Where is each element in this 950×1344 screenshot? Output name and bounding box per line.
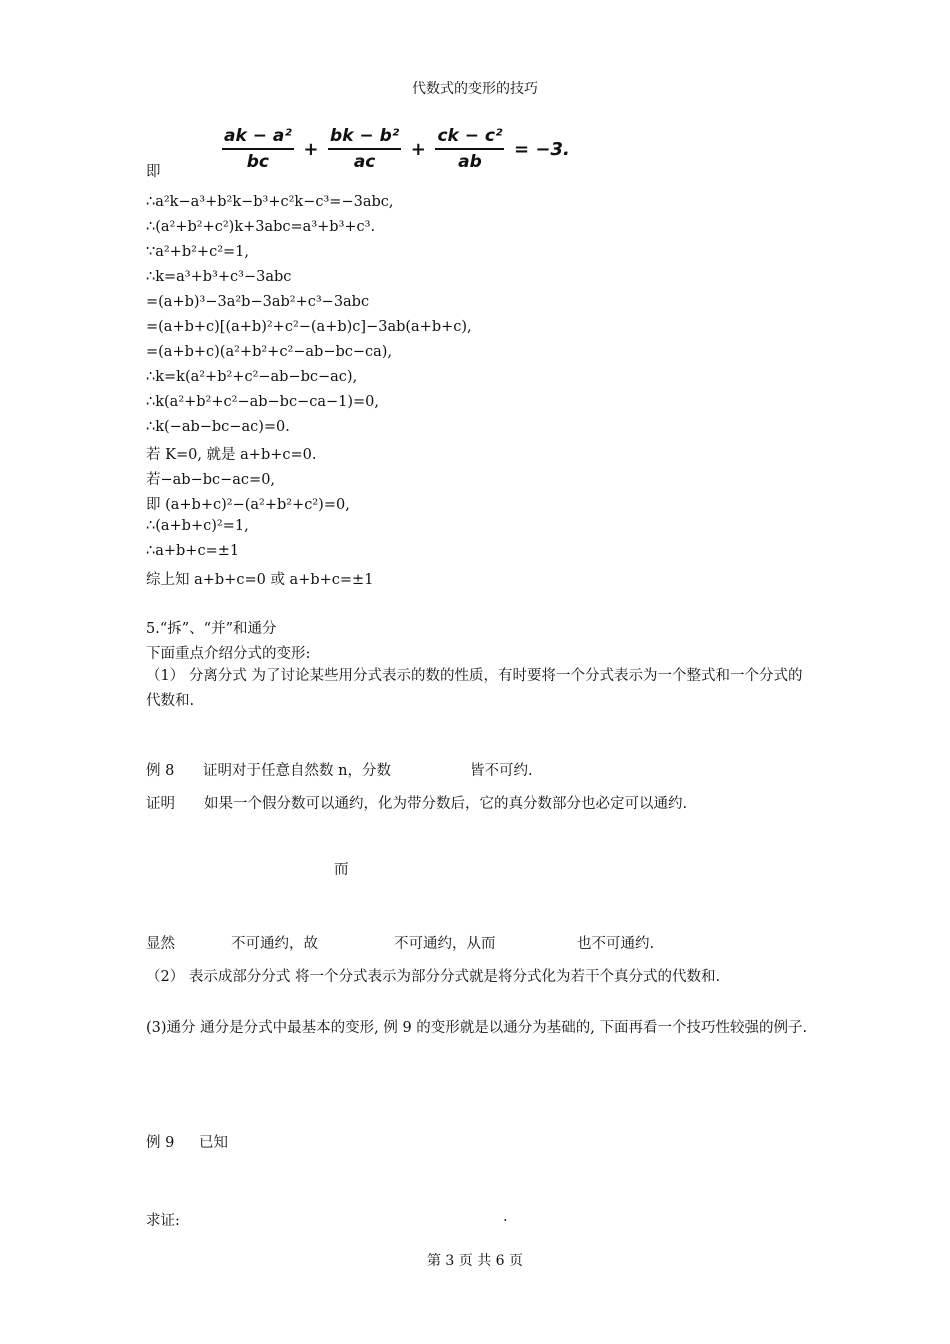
ji-label: 即 — [146, 164, 161, 180]
conclusion-line: 综上知 a+b+c=0 或 a+b+c=±1 — [146, 572, 374, 588]
derivation-line: ∴(a²+b²+c²)k+3abc=a³+b³+c³. — [146, 219, 376, 235]
derivation-line: ∵a²+b²+c²=1, — [146, 244, 249, 260]
equation-rhs: = −3. — [514, 138, 570, 160]
fraction-3 — [435, 126, 504, 172]
derivation-line: 即 (a+b+c)²−(a²+b²+c²)=0, — [146, 497, 350, 513]
conclusion-clause-1: 不可通约，故 — [231, 936, 318, 952]
paragraph-partial-fraction: （2） 表示成部分分式 将一个分式表示为部分分式就是将分式化为若干个真分式的代数和. — [146, 969, 721, 985]
derivation-line: ∴k(−ab−bc−ac)=0. — [146, 419, 290, 435]
derivation-line: ∴a²k−a³+b²k−b³+c²k−c³=−3abc, — [146, 194, 394, 210]
derivation-line: ∴k=a³+b³+c³−3abc — [146, 269, 292, 285]
er-label: 而 — [334, 862, 349, 878]
derivation-line: 若−ab−bc−ac=0, — [146, 472, 276, 488]
xianran-label: 显然 — [146, 936, 175, 952]
fraction-3-numerator: ck − c² — [437, 126, 503, 146]
fraction-1-denominator: bc — [222, 148, 294, 172]
example-8-text-end: 皆不可约. — [470, 763, 533, 779]
example-8-text: 证明对于任意自然数 n，分数 — [203, 763, 391, 779]
page-footer: 第 3 页 共 6 页 — [426, 1253, 524, 1269]
proof-text: 如果一个假分数可以通约，化为带分数后，它的真分数部分也必定可以通约. — [204, 796, 688, 812]
fraction-2-denominator: ac — [328, 148, 401, 172]
fraction-1 — [222, 126, 294, 172]
derivation-line: ∴k=k(a²+b²+c²−ab−bc−ac), — [146, 369, 358, 385]
derivation-line: =(a+b)³−3a²b−3ab²+c³−3abc — [146, 294, 370, 310]
fraction-3-denominator: ab — [435, 148, 504, 172]
fraction-1-numerator: ak − a² — [224, 126, 292, 146]
derivation-line: ∴a+b+c=±1 — [146, 543, 240, 559]
plus-sign: + — [303, 138, 319, 160]
page-header: 代数式的变形的技巧 — [412, 81, 538, 97]
example-9-known: 已知 — [199, 1135, 228, 1151]
example-9-label: 例 9 — [146, 1135, 175, 1151]
derivation-line: ∴(a+b+c)²=1, — [146, 518, 249, 534]
example-8-label: 例 8 — [146, 763, 175, 779]
section-5-title: 5.“拆”、“并”和通分 — [146, 621, 277, 637]
derivation-line: =(a+b+c)[(a+b)²+c²−(a+b)c]−3ab(a+b+c), — [146, 319, 472, 335]
derivation-line: =(a+b+c)(a²+b²+c²−ab−bc−ca), — [146, 344, 393, 360]
paragraph-common-denominator: (3)通分 通分是分式中最基本的变形, 例 9 的变形就是以通分为基础的, 下面再看一个技巧性较强的例子. — [146, 1020, 808, 1036]
fraction-2 — [328, 126, 401, 172]
derivation-line: ∴k(a²+b²+c²−ab−bc−ca−1)=0, — [146, 394, 380, 410]
fraction-2-numerator: bk − b² — [330, 126, 400, 146]
prove-label: 求证: — [146, 1213, 180, 1229]
section-5-intro: 下面重点介绍分式的变形: — [146, 646, 311, 662]
proof-label: 证明 — [146, 796, 175, 812]
conclusion-clause-3: 也不可通约. — [577, 936, 655, 952]
prove-period: . — [503, 1209, 508, 1225]
derivation-line: 若 K=0, 就是 a+b+c=0. — [146, 447, 317, 463]
plus-sign: + — [410, 138, 426, 160]
fraction-equation — [222, 126, 574, 178]
conclusion-clause-2: 不可通约，从而 — [394, 936, 496, 952]
paragraph-separate-fraction: （1） 分离分式 为了讨论某些用分式表示的数的性质，有时要将一个分式表示为一个整式和一个分式的代数和. — [146, 668, 803, 709]
